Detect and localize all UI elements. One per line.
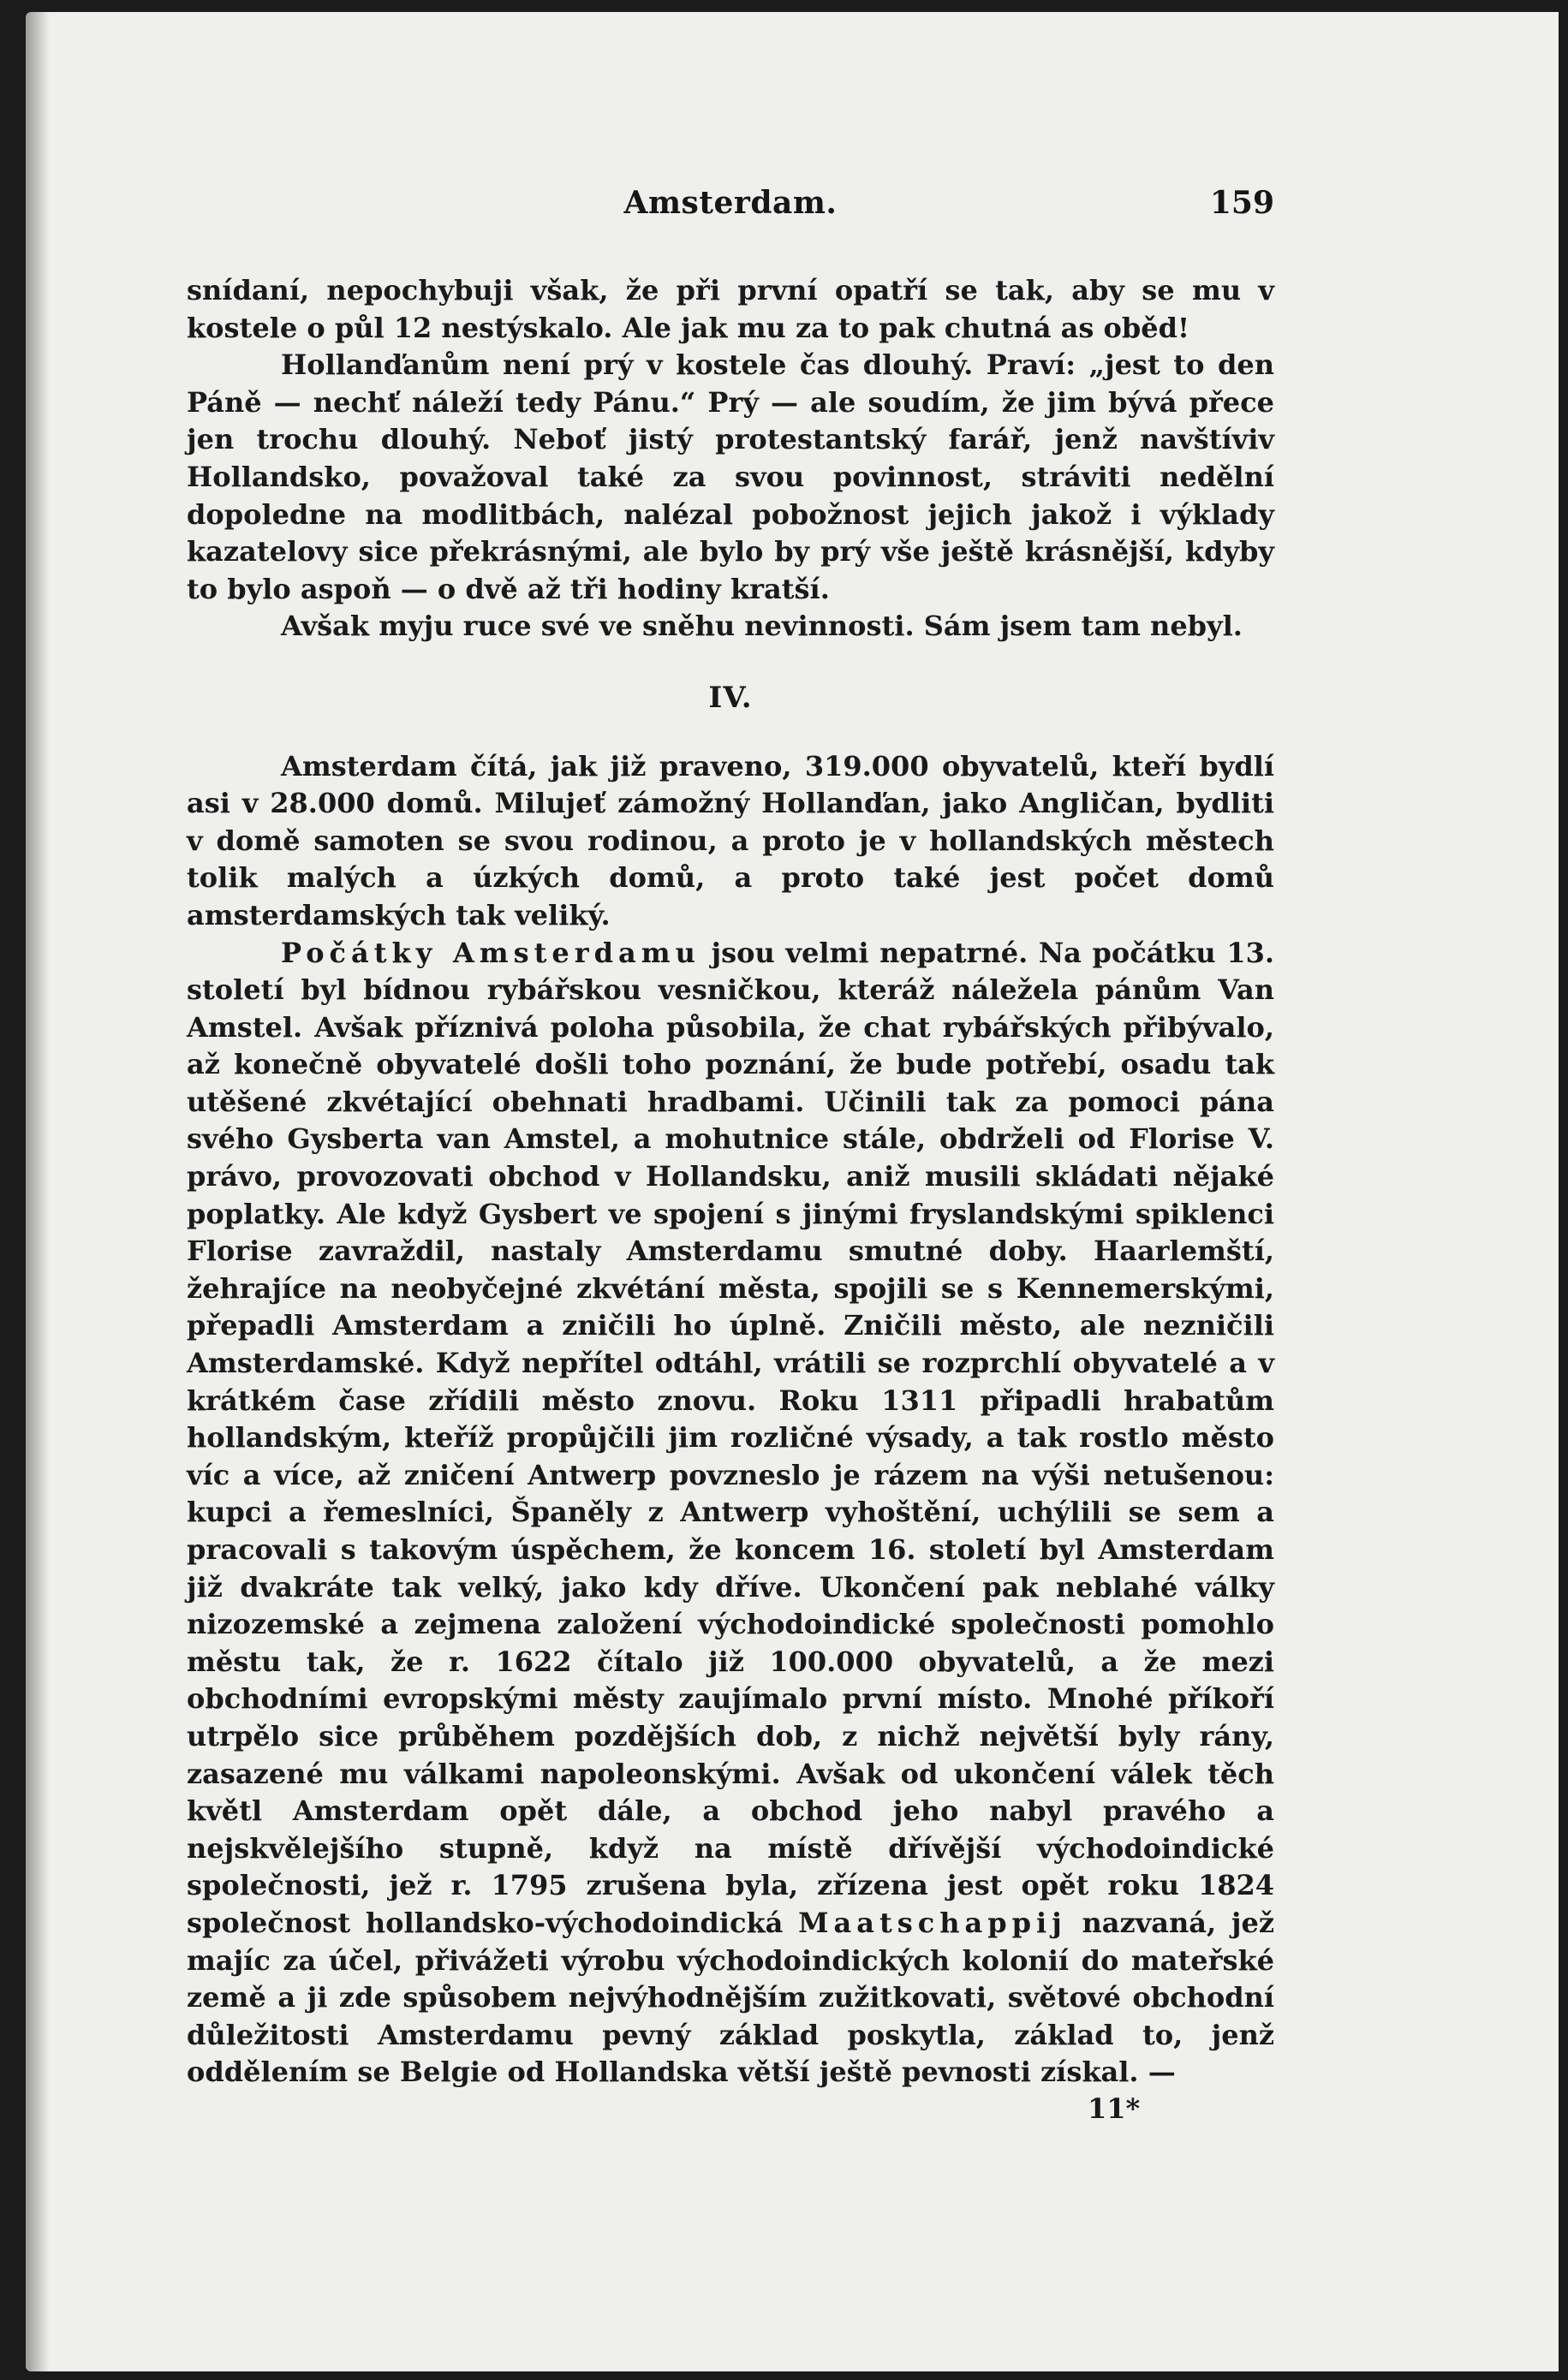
paragraph: Amsterdam čítá, jak již praveno, 319.000 obyvatelů, kteří bydlí asi v 28.000 domů. Milujeť zámožný Hollanďan, jako Angličan, bydliti v domě samoten se svou rodinou, a proto je v hollandských městech tolik malých a úzkých domů, a proto také jest počet domů amsterdamských tak veliký. xyxy=(187,749,1274,931)
spaced-emphasis: Maatschappij xyxy=(798,1906,1067,1939)
paragraph xyxy=(187,935,1274,2091)
page-header xyxy=(187,185,1274,231)
paragraph-text: jsou velmi nepatrné. Na počátku 13. století byl bídnou rybářskou vesničkou, kteráž náležela pánům Van Amstel. Avšak příznivá poloha působila, že chat rybářských přibývalo, až konečně obyvatelé došli toho poznání, že bude potřebí, osadu tak utěšené zkvétající obehnati hradbami. Učinili tak za pomoci pána svého Gysberta van Amstel, a mohutnice stále, obdrželi od Florise V. právo, provozovati obchod v Hollandsku, aniž musili skládati nějaké poplatky. Ale když Gysbert ve spojení s jinými fryslandskými spiklenci Florise zavraždil, nastaly Amsterdamu smutné doby. Haarlemští, žehrajíce na neobyčejné zkvétání města, spojili se s Kennemerskými, přepadli Amsterdam a zničili ho úplně. Zničili město, ale nezničili Amsterdamské. Když nepřítel odtáhl, vrátili se rozprchlí obyvatelé a v krátkém čase zřídili město znovu. Roku 1311 připadli hrabatům hollandským, kteříž propůjčili jim rozličné výsady, a tak rostlo město víc a více, až zničení Antwerp povzneslo je rázem na výši netušenou: kupci a řemeslníci, Španěly z Antwerp vyhoštění, uchýlili se sem a pracovali s takovým úspěchem, že koncem 16. století byl Amsterdam již dvakráte tak velký, jako kdy dříve. Ukončení pak neblahé války nizozemské a zejmena založení východoindické společnosti pomohlo městu tak, že r. 1622 čítalo již 100.000 obyvatelů, a že mezi obchodními evropskými městy zaujímalo první místo. Mnohé příkoří utrpělo sice průběhem pozdějších dob, z nichž největší byly rány, zasazené mu válkami napoleonskými. Avšak od ukončení válek těch květl Amsterdam opět dále, a obchod jeho nabyl pravého a nejskvělejšího stupně, když na místě dřívější východoindické společnosti, jež r. 1795 zrušena byla, zřízena jest opět roku 1824 společnost hollandsko-východoindická xyxy=(187,936,1275,1939)
paragraph-text: nazvaná, jež majíc za účel, přivážeti výrobu východoindických kolonií do mateřské země a ji zde spůsobem nejvýhodnějším zužitkovati, světové obchodní důležitosti Amsterdamu pevný základ poskytla, základ to, jenž oddělením se Belgie od Hollandska větší ještě pevnosti získal. — xyxy=(187,1906,1274,2089)
spaced-emphasis: Počátky Amsterdamu xyxy=(281,936,701,969)
section-heading: IV. xyxy=(708,680,753,715)
page-number: 159 xyxy=(1209,185,1274,221)
paragraph-continuation: snídaní, nepochybuji však, že při první opatří se tak, aby se mu v kostele o půl 12 nestýskalo. Ale jak mu za to pak chutná as oběd! xyxy=(187,274,1274,344)
running-head: Amsterdam. xyxy=(623,185,838,221)
signature-mark: 11* xyxy=(1088,2092,1141,2125)
page-edge-shadow xyxy=(26,12,50,2371)
paragraph: Hollanďanům není prý v kostele čas dlouhý. Praví: „jest to den Páně — nechť náleží tedy Pánu.“ Prý — ale soudím, že jim bývá přece jen trochu dlouhý. Neboť jistý protestantský farář, jenž navštíviv Hollandsko, považoval také za svou povinnost, stráviti nedělní dopoledne na modlitbách, nalézal pobožnost jejich jakož i výklady kazatelovy sice překrásnými, ale bylo by prý vše ještě krásnější, kdyby to bylo aspoň — o dvě až tři hodiny kratší. xyxy=(187,348,1274,605)
body-text xyxy=(187,272,1274,2091)
paragraph: Avšak myju ruce své ve sněhu nevinnosti. Sám jsem tam nebyl. xyxy=(281,610,1243,643)
